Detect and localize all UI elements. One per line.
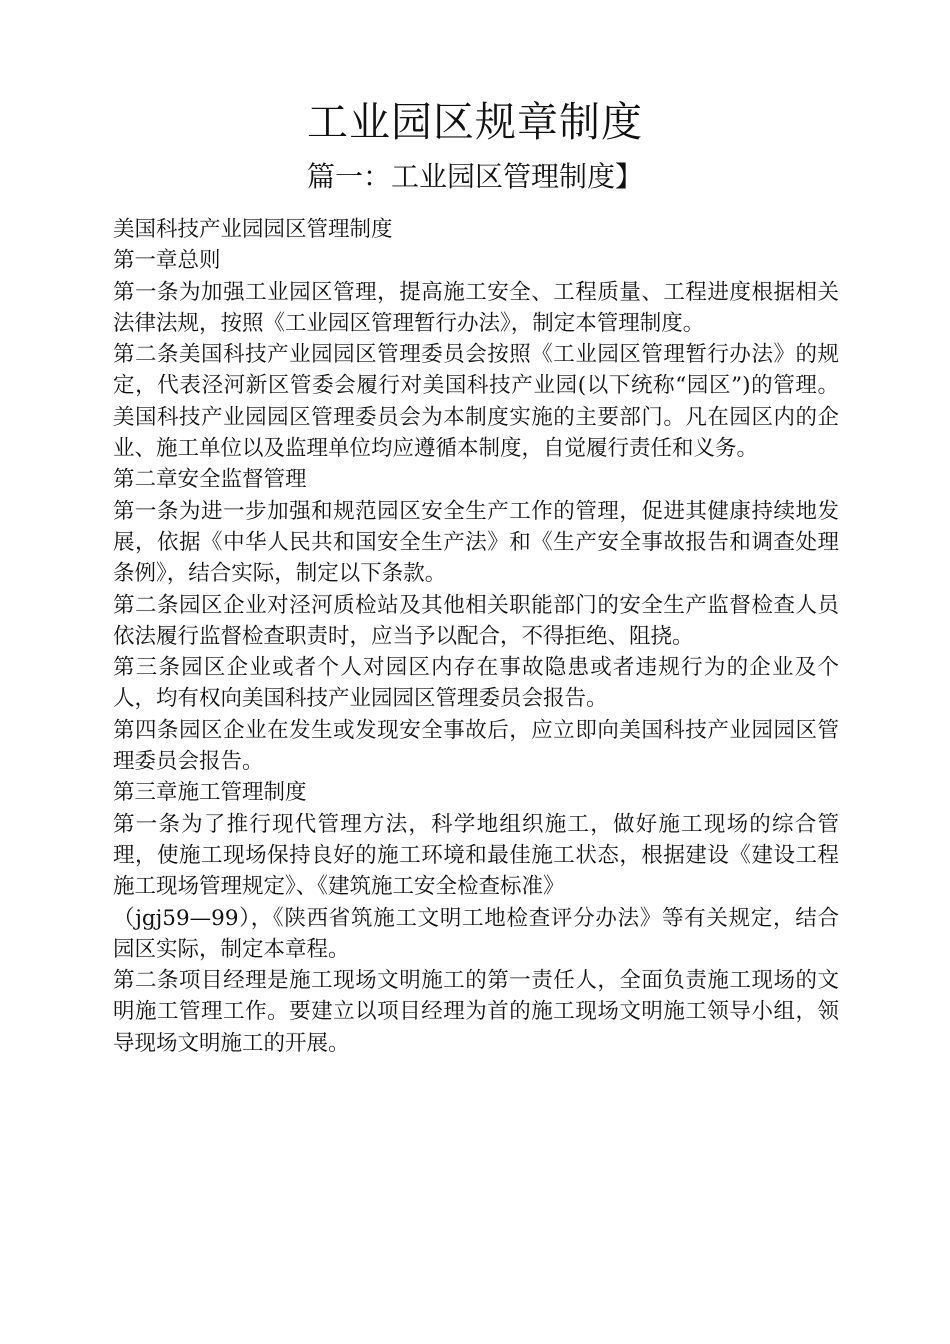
paragraph-article: 第一条为了推行现代管理方法，科学地组织施工，做好施工现场的综合管理，使施工现场保持良好的施工环境和最佳施工状态，根据建设《建设工程施工现场管理规定》、《建筑施工安全检查标准》 (113, 811, 839, 900)
chapter-heading-general: 第一章总则 (113, 248, 221, 274)
paragraph-article: 第四条园区企业在发生或发现安全事故后，应立即向美国科技产业园园区管理委员会报告。 (113, 717, 839, 775)
paragraph-article: 第一条为进一步加强和规范园区安全生产工作的管理，促进其健康持续地发展，依据《中华人民共和国安全生产法》和《生产安全事故报告和调查处理条例》，结合实际，制定以下条款。 (113, 498, 839, 587)
paragraph-article: 第三条园区企业或者个人对园区内存在事故隐患或者违规行为的企业及个人，均有权向美国科技产业园园区管理委员会报告。 (113, 655, 839, 712)
paragraph-park-regulation-heading: 美国科技产业园园区管理制度 (113, 217, 393, 242)
document-subtitle: 篇一：工业园区管理制度】 (306, 160, 643, 193)
paragraph-article: 第一条为加强工业园区管理，提高施工安全、工程质量、工程进度根据相关法律法规，按照《工业园区管理暂行办法》，制定本管理制度。 (113, 279, 839, 336)
chapter-heading-construction: 第三章施工管理制度 (113, 780, 307, 806)
paragraph-article: 第二条园区企业对泾河质检站及其他相关职能部门的安全生产监督检查人员依法履行监督检查职责时，应当予以配合，不得拒绝、阻挠。 (113, 592, 839, 649)
chapter-heading-safety: 第二章安全监督管理 (113, 467, 307, 493)
paragraph-article-continued: （jgj59—99），《陕西省筑施工文明工地检查评分办法》等有关规定，结合园区实际，制定本章程。 (113, 905, 839, 962)
document-title: 工业园区规章制度 (307, 98, 643, 146)
paragraph-article: 第二条项目经理是施工现场文明施工的第一责任人，全面负责施工现场的文明施工管理工作。要建立以项目经理为首的施工现场文明施工领导小组，领导现场文明施工的开展。 (113, 968, 839, 1056)
document-body (113, 214, 839, 1059)
paragraph-article: 第二条美国科技产业园园区管理委员会按照《工业园区管理暂行办法》的规定，代表泾河新区管委会履行对美国科技产业园(以下统称“园区”)的管理。美国科技产业园园区管理委员会为本制度实施的主要部门。凡在园区内的企业、施工单位以及监理单位均应遵循本制度，自觉履行责任和义务。 (113, 342, 839, 462)
